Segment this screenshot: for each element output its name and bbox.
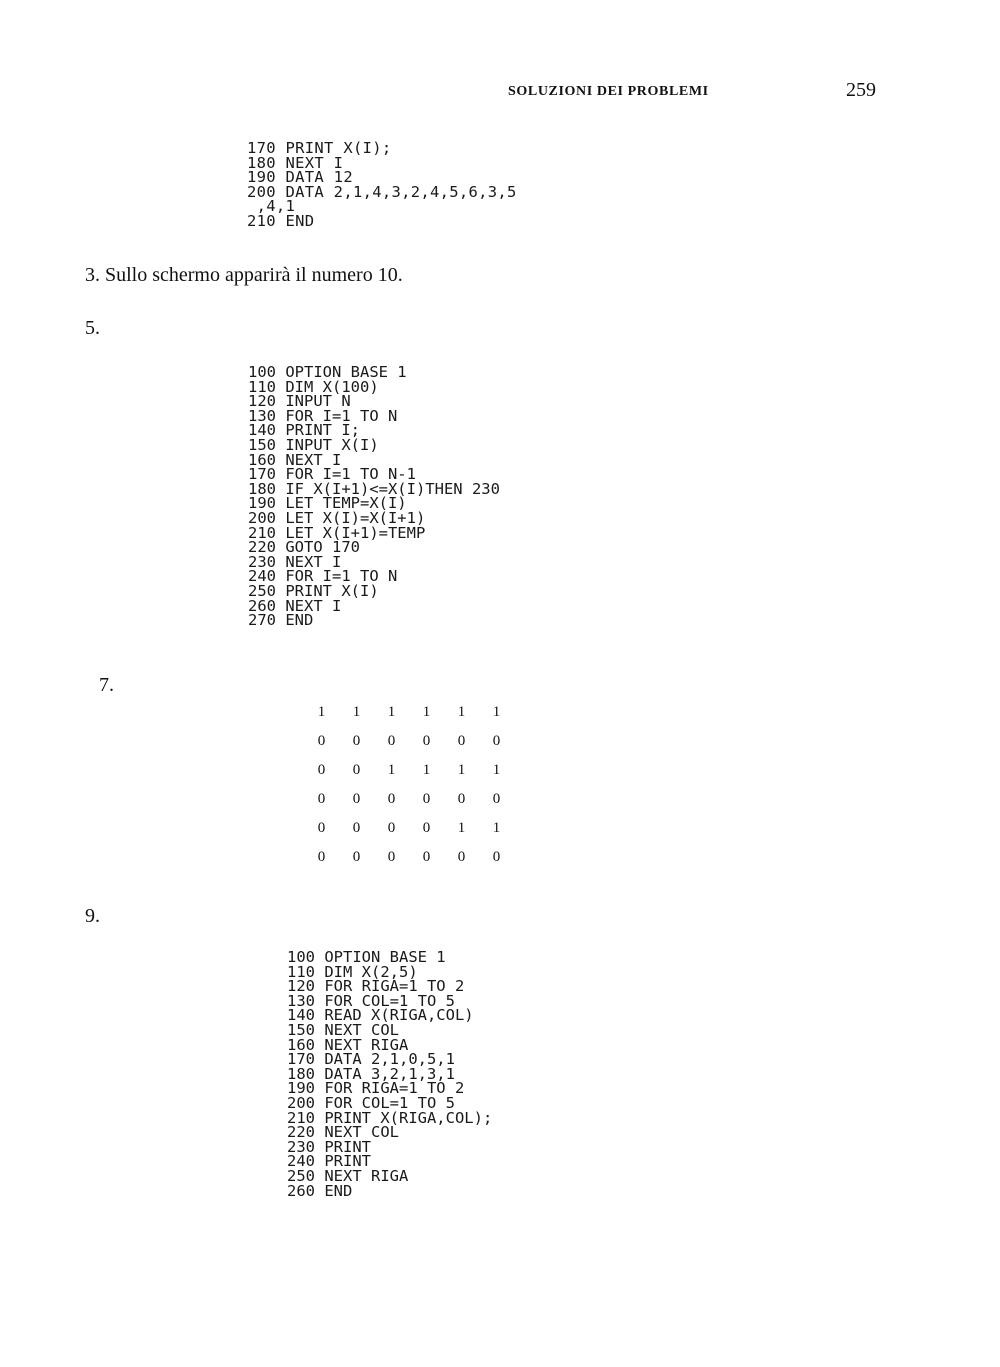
matrix-cell: 0 (457, 849, 466, 865)
matrix-cell: 0 (317, 733, 326, 749)
code-line: 170 PRINT X(I); (247, 139, 392, 157)
code-line: 220 NEXT COL (287, 1123, 399, 1142)
code-line: ,4,1 (247, 197, 296, 216)
matrix-cell: 1 (387, 762, 396, 778)
matrix-cell: 0 (387, 820, 396, 836)
code-line: 270 END (248, 611, 314, 630)
code-line: 110 DIM X(2,5) (287, 962, 418, 981)
code-line: 180 DATA 3,2,1,3,1 (287, 1064, 455, 1083)
code-line: 130 FOR COL=1 TO 5 (287, 991, 455, 1010)
matrix-cell: 1 (422, 704, 431, 720)
code-line: 260 END (287, 1181, 353, 1200)
code-line: 150 NEXT COL (287, 1020, 399, 1039)
code-line: 250 NEXT RIGA (287, 1166, 409, 1185)
matrix-cell: 1 (422, 762, 431, 778)
code-line: 170 DATA 2,1,0,5,1 (287, 1050, 455, 1069)
solution-7-number: 7. (99, 674, 114, 696)
code-line: 120 FOR RIGA=1 TO 2 (287, 977, 465, 996)
code-line: 240 PRINT (287, 1152, 371, 1171)
matrix-cell: 0 (492, 849, 501, 865)
matrix-cell: 0 (317, 820, 326, 836)
code-line: 190 DATA 12 (247, 168, 353, 187)
matrix-cell: 0 (457, 791, 466, 807)
matrix-cell: 0 (492, 791, 501, 807)
code-line: 110 DIM X(100) (248, 377, 379, 396)
code-line: 200 DATA 2,1,4,3,2,4,5,6,3,5 (247, 182, 517, 201)
matrix-cell: 1 (457, 762, 466, 778)
matrix-row (304, 704, 514, 733)
matrix-cell: 1 (492, 704, 501, 720)
code-line: 170 FOR I=1 TO N-1 (248, 465, 416, 484)
matrix-row (304, 791, 514, 820)
code-line: 140 READ X(RIGA,COL) (287, 1006, 474, 1025)
matrix-cell: 0 (422, 849, 431, 865)
matrix-row (304, 762, 514, 791)
code-line: 100 OPTION BASE 1 (287, 948, 446, 966)
code-line: 130 FOR I=1 TO N (248, 406, 398, 425)
matrix-cell: 1 (317, 704, 326, 720)
matrix-cell: 0 (387, 791, 396, 807)
matrix-cell: 0 (422, 791, 431, 807)
solution-9-number: 9. (85, 905, 100, 927)
code-line: 120 INPUT N (248, 392, 351, 411)
matrix-cell: 0 (352, 791, 361, 807)
code-line: 210 END (247, 211, 315, 230)
code-listing-solution-5 (248, 365, 500, 628)
code-line: 190 LET TEMP=X(I) (248, 494, 407, 513)
code-line: 250 PRINT X(I) (248, 581, 379, 600)
solution-text: Sullo schermo apparirà il numero 10. (105, 264, 403, 286)
code-line: 180 NEXT I (247, 153, 344, 172)
running-header-title: SOLUZIONI DEI PROBLEMI (508, 84, 709, 99)
code-line: 210 PRINT X(RIGA,COL); (287, 1108, 493, 1127)
matrix-cell: 1 (387, 704, 396, 720)
code-line: 140 PRINT I; (248, 421, 360, 440)
matrix-cell: 0 (317, 762, 326, 778)
code-line: 180 IF X(I+1)<=X(I)THEN 230 (248, 479, 500, 498)
code-line: 200 FOR COL=1 TO 5 (287, 1093, 455, 1112)
matrix-cell: 0 (352, 820, 361, 836)
solution-number: 3. (85, 264, 100, 286)
code-line: 160 NEXT RIGA (287, 1035, 409, 1054)
code-line: 220 GOTO 170 (248, 538, 360, 557)
matrix-cell: 0 (457, 733, 466, 749)
matrix-cell: 0 (317, 791, 326, 807)
matrix-cell: 1 (492, 820, 501, 836)
solution-3 (85, 264, 403, 287)
matrix-cell: 0 (422, 820, 431, 836)
matrix-row (304, 733, 514, 762)
matrix-cell: 1 (457, 704, 466, 720)
matrix-row (304, 820, 514, 849)
matrix-cell: 0 (387, 733, 396, 749)
matrix-cell: 1 (457, 820, 466, 836)
code-line: 230 NEXT I (248, 552, 342, 571)
matrix-cell: 0 (352, 849, 361, 865)
page-number: 259 (846, 79, 876, 101)
code-line: 210 LET X(I+1)=TEMP (248, 523, 426, 542)
code-line: 160 NEXT I (248, 450, 342, 469)
matrix-cell: 0 (422, 733, 431, 749)
matrix-cell: 1 (352, 704, 361, 720)
matrix-row (304, 849, 514, 878)
code-line: 190 FOR RIGA=1 TO 2 (287, 1079, 465, 1098)
matrix-cell: 0 (352, 762, 361, 778)
code-line: 150 INPUT X(I) (248, 435, 379, 454)
code-listing-continued (247, 141, 517, 229)
code-line: 200 LET X(I)=X(I+1) (248, 508, 426, 527)
code-line: 260 NEXT I (248, 596, 342, 615)
matrix-cell: 0 (352, 733, 361, 749)
matrix-cell: 0 (492, 733, 501, 749)
code-line: 230 PRINT (287, 1137, 371, 1156)
solution-5-number: 5. (85, 317, 100, 339)
code-listing-solution-9 (287, 950, 492, 1198)
output-matrix (304, 704, 514, 878)
matrix-cell: 0 (317, 849, 326, 865)
code-line: 240 FOR I=1 TO N (248, 567, 398, 586)
code-line: 100 OPTION BASE 1 (248, 363, 407, 381)
matrix-cell: 0 (387, 849, 396, 865)
matrix-cell: 1 (492, 762, 501, 778)
